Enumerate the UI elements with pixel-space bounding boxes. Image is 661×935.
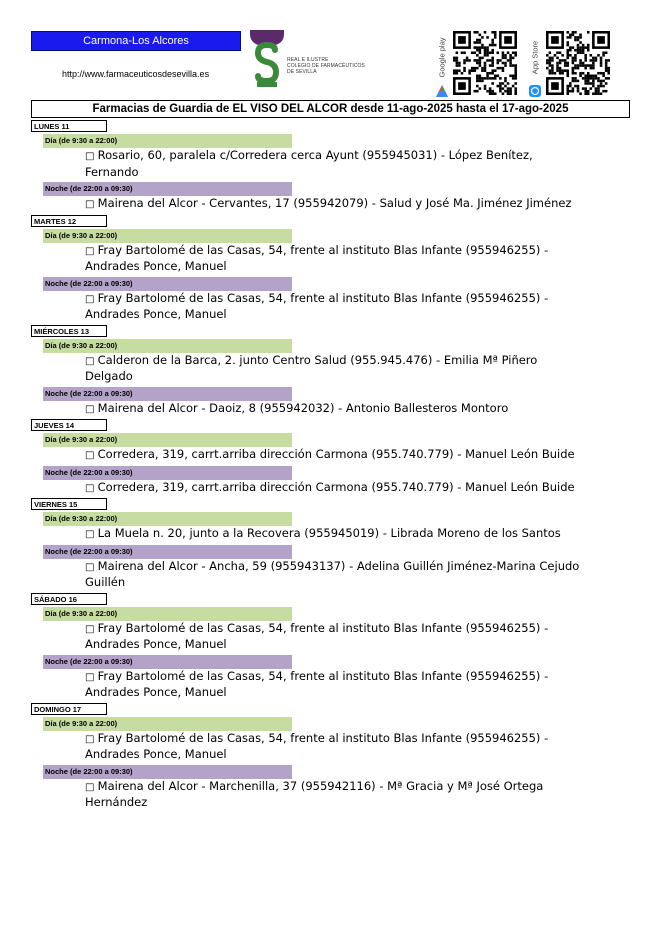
app-store-icon [529, 85, 541, 97]
pharmacy-entry [85, 243, 585, 275]
pharmacy-text: Rosario, 60, paralela c/Corredera cerca Ayunt (955945031) - López Benítez, Fernando [85, 148, 533, 179]
shift-dia-label: Día (de 9:30 a 22:00) [43, 717, 292, 731]
day-header: LUNES 11 [31, 120, 107, 132]
pharmacy-entry [85, 779, 585, 811]
pharmacy-entry [85, 291, 585, 323]
shift-dia-label: Día (de 9:30 a 22:00) [43, 134, 292, 148]
pharmacy-entry [85, 353, 585, 385]
shift-dia-label: Día (de 9:30 a 22:00) [43, 607, 292, 621]
pharmacy-text: Mairena del Alcor - Ancha, 59 (955943137) - Adelina Guillén Jiménez-Marina Cejudo Guillén [85, 558, 580, 589]
day-header: DOMINGO 17 [31, 703, 107, 715]
region-bar: Carmona-Los Alcores [31, 31, 241, 51]
pharmacy-text: Mairena del Alcor - Daoiz, 8 (955942032) - Antonio Ballesteros Montoro [97, 400, 509, 415]
shift-dia-label: Día (de 9:30 a 22:00) [43, 512, 292, 526]
shift-noche-label: Noche (de 22:00 a 09:30) [43, 277, 292, 291]
pharmacy-entry [85, 196, 585, 213]
pharmacy-text: Corredera, 319, carrt.arriba dirección Carmona (955.740.779) - Manuel León Buide [97, 479, 575, 494]
pharmacy-entry [85, 480, 585, 497]
pharmacy-text: Fray Bartolomé de las Casas, 54, frente al instituto Blas Infante (955946255) - Andrades Ponce, Manuel [85, 242, 549, 273]
bullet-square-icon: □ [85, 199, 98, 210]
pharmacy-text: La Muela n. 20, junto a la Recovera (955945019) - Librada Moreno de los Santos [97, 526, 561, 540]
bullet-square-icon: □ [85, 623, 98, 635]
pharmacy-text: Mairena del Alcor - Cervantes, 17 (955942079) - Salud y José Ma. Jiménez Jiménez [97, 196, 572, 210]
pharmacy-entry [85, 731, 585, 763]
logo-text: REAL E ILUSTRE COLEGIO DE FARMACÉUTICOS DE SEVILLA [287, 57, 365, 75]
bullet-square-icon: □ [85, 561, 98, 573]
page-title: Farmacias de Guardia de EL VISO DEL ALCOR desde 11-ago-2025 hasta el 17-ago-2025 [31, 100, 630, 118]
pharmacy-text: Fray Bartolomé de las Casas, 54, frente al instituto Blas Infante (955946255) - Andrades Ponce, Manuel [85, 668, 549, 699]
pharmacy-entry [85, 526, 585, 543]
pharmacy-entry [85, 559, 585, 591]
day-header: JUEVES 14 [31, 419, 107, 431]
bullet-square-icon: □ [85, 403, 98, 415]
site-url[interactable]: http://www.farmaceuticosdesevilla.es [62, 69, 210, 79]
bullet-square-icon: □ [85, 450, 98, 461]
pharmacy-entry [85, 669, 585, 701]
pharmacy-entry [85, 401, 585, 418]
day-header: SÁBADO 16 [31, 593, 107, 605]
shift-noche-label: Noche (de 22:00 a 09:30) [43, 765, 292, 779]
pharmacy-text: Mairena del Alcor - Marchenilla, 37 (955942116) - Mª Gracia y Mª José Ortega Hernández [85, 778, 544, 809]
day-header: VIERNES 15 [31, 498, 107, 510]
shift-dia-label: Día (de 9:30 a 22:00) [43, 433, 292, 447]
day-header: MARTES 12 [31, 215, 107, 227]
google-play-icon [436, 85, 448, 97]
pharmacy-entry [85, 621, 585, 653]
bullet-square-icon: □ [85, 482, 98, 494]
shift-noche-label: Noche (de 22:00 a 09:30) [43, 387, 292, 401]
bullet-square-icon: □ [85, 781, 98, 793]
college-logo [249, 30, 285, 88]
day-header: MIÉRCOLES 13 [31, 325, 107, 337]
pharmacy-entry [85, 148, 585, 180]
pharmacy-text: Fray Bartolomé de las Casas, 54, frente al instituto Blas Infante (955946255) - Andrades Ponce, Manuel [85, 620, 549, 651]
shift-noche-label: Noche (de 22:00 a 09:30) [43, 655, 292, 669]
pharmacy-text: Calderon de la Barca, 2. junto Centro Salud (955.945.476) - Emilia Mª Piñero Delgado [85, 352, 538, 383]
bullet-square-icon: □ [85, 355, 98, 367]
app-store-qr-icon[interactable] [546, 31, 610, 95]
google-play-qr-icon[interactable] [453, 31, 517, 95]
app-store-label: App Store [530, 40, 540, 75]
shift-noche-label: Noche (de 22:00 a 09:30) [43, 545, 292, 559]
shift-noche-label: Noche (de 22:00 a 09:30) [43, 466, 292, 480]
pharmacy-text: Fray Bartolomé de las Casas, 54, frente al instituto Blas Infante (955946255) - Andrades Ponce, Manuel [85, 290, 549, 321]
pharmacy-entry [85, 447, 585, 464]
bullet-square-icon: □ [85, 733, 98, 745]
schedule-list [0, 118, 661, 811]
shift-dia-label: Día (de 9:30 a 22:00) [43, 339, 292, 353]
bullet-square-icon: □ [85, 245, 98, 257]
bullet-square-icon: □ [85, 151, 98, 162]
pharmacy-text: Fray Bartolomé de las Casas, 54, frente al instituto Blas Infante (955946255) - Andrades Ponce, Manuel [85, 730, 549, 761]
bullet-square-icon: □ [85, 671, 98, 683]
google-play-label: Google play [437, 37, 447, 78]
bullet-square-icon: □ [85, 529, 98, 540]
bullet-square-icon: □ [85, 293, 98, 305]
shift-noche-label: Noche (de 22:00 a 09:30) [43, 182, 292, 196]
pharmacy-text: Corredera, 319, carrt.arriba dirección Carmona (955.740.779) - Manuel León Buide [97, 447, 575, 461]
shift-dia-label: Día (de 9:30 a 22:00) [43, 229, 292, 243]
